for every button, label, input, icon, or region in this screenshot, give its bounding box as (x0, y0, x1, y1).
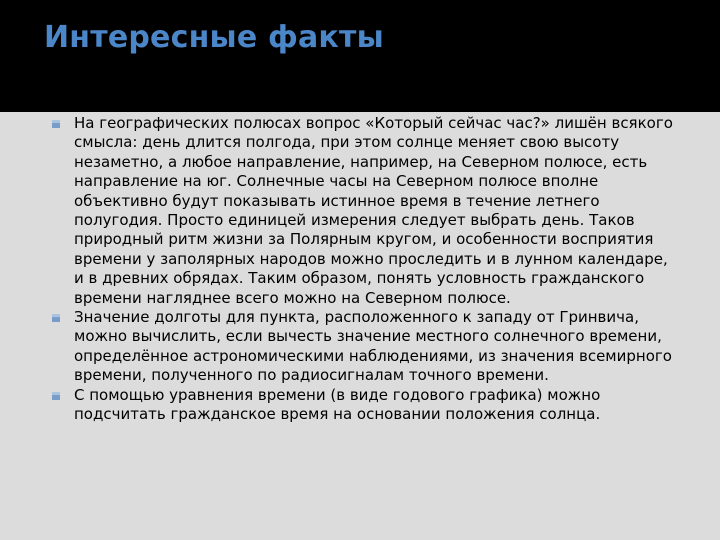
bullet-text: На географических полюсах вопрос «Который сейчас час?» лишён всякого смысла: день длится полгода, при этом солнце меняет свою высоту незаметно, а любое направление, например, на Северном полюсе, есть направление на юг. Солнечные часы на Северном полюсе вполне объективно будут показывать истинное время в течение летнего полугодия. Просто единицей измерения следует выбрать день. Таков природный ритм жизни за Полярным кругом, и особенности восприятия времени у заполярных народов можно проследить и в лунном календаре, и в древних обрядах. Таким образом, понять условность гражданского времени нагляднее всего можно на Северном полюсе. (74, 114, 673, 307)
square-bullet-icon (52, 120, 60, 128)
bullet-text: Значение долготы для пункта, расположенного к западу от Гринвича, можно вычислить, если вычесть значение местного солнечного времени, определённое астрономическими наблюдениями, из значения всемирного времени, полученного по радиосигналам точного времени. (74, 308, 672, 385)
bullet-item (74, 114, 678, 308)
slide-title: Интересные факты (44, 20, 384, 55)
square-bullet-icon (52, 314, 60, 322)
bullet-list (74, 114, 678, 425)
bullet-item (74, 308, 678, 386)
square-bullet-icon (52, 392, 60, 400)
bullet-text: С помощью уравнения времени (в виде годового графика) можно подсчитать гражданское время на основании положения солнца. (74, 385, 601, 424)
title-bar (0, 0, 720, 112)
bullet-item (74, 386, 678, 425)
